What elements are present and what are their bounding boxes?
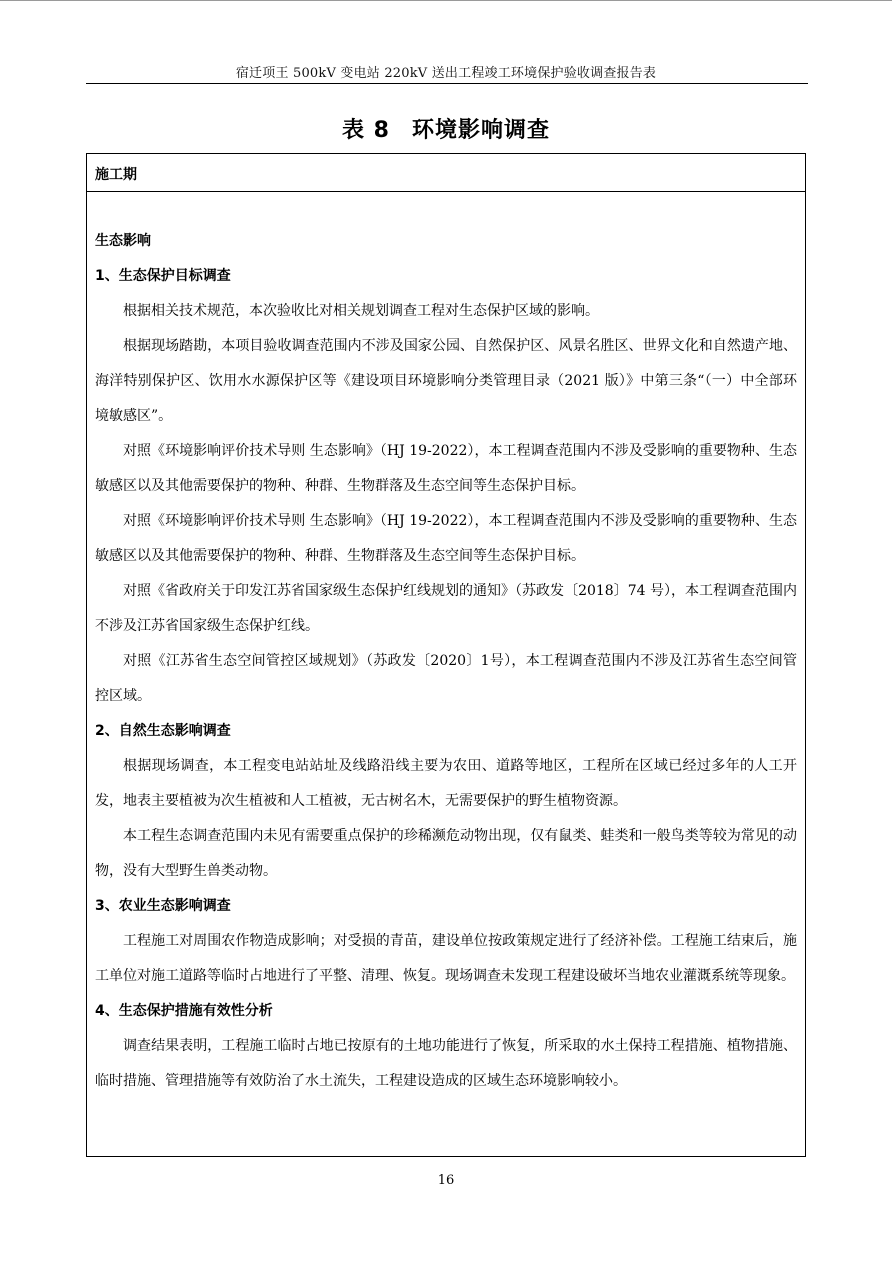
paragraph: 调查结果表明，工程施工临时占地已按原有的土地功能进行了恢复，所采取的水土保持工程措施、植物措施、临时措施、管理措施等有效防治了水土流失，工程建设造成的区域生态环境影响较小。 — [95, 1038, 797, 1089]
table-number: 表 8 — [342, 118, 390, 143]
paragraph: 根据现场踏勘，本项目验收调查范围内不涉及国家公园、自然保护区、风景名胜区、世界文化和自然遗产地、海洋特别保护区、饮用水水源保护区等《建设项目环境影响分类管理目录（2021 版）》中第三条“（一）中全部环境敏感区”。 — [95, 338, 797, 424]
section-label: 施工期 — [95, 167, 137, 183]
paragraph: 对照《环境影响评价技术导则 生态影响》（HJ 19-2022），本工程调查范围内不涉及受影响的重要物种、生态敏感区以及其他需要保护的物种、种群、生物群落及生态空间等生态保护目标。 — [95, 443, 797, 494]
section-1-heading: 1、生态保护目标调查 — [95, 268, 231, 284]
paragraph: 对照《省政府关于印发江苏省国家级生态保护红线规划的通知》（苏政发〔2018〕74 号），本工程调查范围内不涉及江苏省国家级生态保护红线。 — [95, 583, 797, 634]
paragraph: 工程施工对周围农作物造成影响；对受损的青苗，建设单位按政策规定进行了经济补偿。工程施工结束后，施工单位对施工道路等临时占地进行了平整、清理、恢复。现场调查未发现工程建设破坏当地农业灌溉系统等现象。 — [95, 933, 797, 984]
ecology-heading: 生态影响 — [95, 233, 151, 249]
section-2-heading: 2、自然生态影响调查 — [95, 723, 231, 739]
page-number: 16 — [437, 1173, 455, 1188]
paragraph: 对照《江苏省生态空间管控区域规划》（苏政发〔2020〕1号），本工程调查范围内不涉及江苏省生态空间管控区域。 — [95, 653, 797, 704]
table-name: 环境影响调查 — [411, 118, 550, 143]
section-3-heading: 3、农业生态影响调查 — [95, 898, 231, 914]
header-rule — [86, 83, 808, 84]
paragraph: 根据现场调查，本工程变电站站址及线路沿线主要为农田、道路等地区，工程所在区域已经过多年的人工开发，地表主要植被为次生植被和人工植被，无古树名木，无需要保护的野生植物资源。 — [95, 758, 797, 809]
row-divider — [87, 191, 805, 192]
table-title — [0, 113, 892, 144]
page-top-border — [0, 0, 892, 1]
paragraph: 对照《环境影响评价技术导则 生态影响》（HJ 19-2022），本工程调查范围内不涉及受影响的重要物种、生态敏感区以及其他需要保护的物种、种群、生物群落及生态空间等生态保护目标。 — [95, 513, 797, 564]
section-4-heading: 4、生态保护措施有效性分析 — [95, 1003, 273, 1019]
running-header: 宿迁项王 500kV 变电站 220kV 送出工程竣工环境保护验收调查报告表 — [235, 66, 657, 81]
paragraph: 根据相关技术规范，本次验收比对相关规划调查工程对生态保护区域的影响。 — [123, 303, 599, 319]
paragraph: 本工程生态调查范围内未见有需要重点保护的珍稀濒危动物出现，仅有鼠类、蛙类和一般鸟类等较为常见的动物，没有大型野生兽类动物。 — [95, 828, 797, 879]
table-content — [95, 224, 797, 1099]
table-frame — [86, 153, 806, 1157]
